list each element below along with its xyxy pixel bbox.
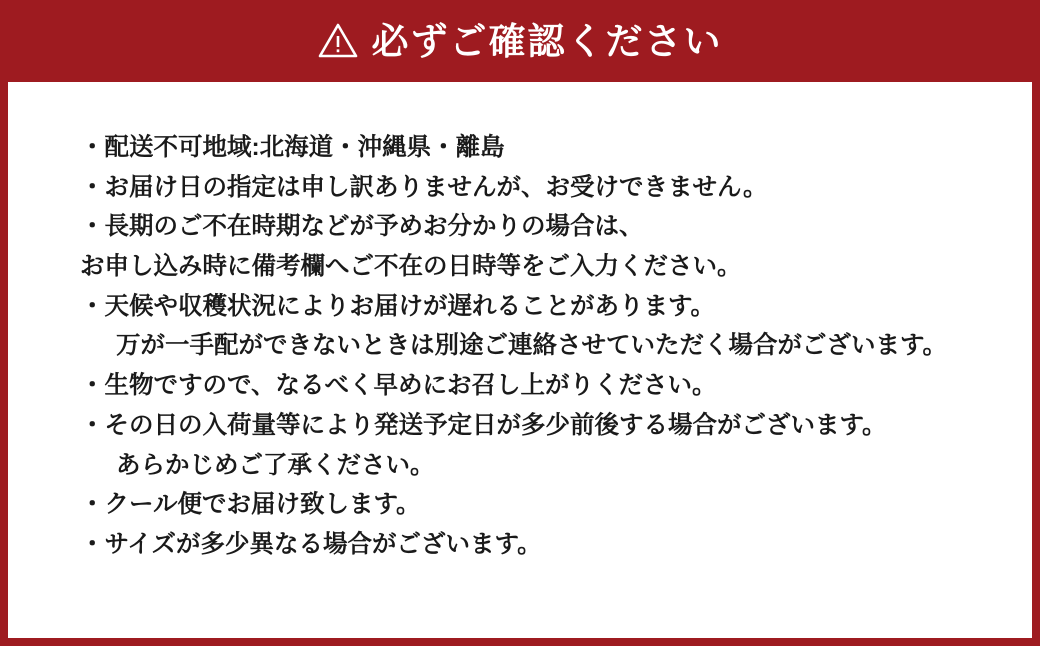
notice-body [8,82,1032,638]
list-item: ・天候や収穫状況によりお届けが遅れることがあります。 [80,292,716,320]
notice-list [38,128,1002,565]
page-title: 必ずご確認ください [371,20,723,62]
list-item: お申し込み時に備考欄へご不在の日時等をご入力ください。 [80,253,742,281]
list-item: ・お届け日の指定は申し訳ありませんが、お受けできません。 [80,173,768,201]
list-item: ・生物ですので、なるべく早めにお召し上がりください。 [80,372,717,400]
list-item: 万が一手配ができないときは別途ご連絡させていただく場合がございます。 [116,332,948,360]
list-item: ・配送不可地域:北海道・沖縄県・離島 [80,134,505,161]
list-item: ・長期のご不在時期などが予めお分かりの場合は、 [80,213,644,241]
notice-header [0,0,1040,82]
list-item: ・サイズが多少異なる場合がございます。 [80,530,542,558]
list-item: ・その日の入荷量等により発送予定日が多少前後する場合がございます。 [80,411,887,439]
warning-triangle-icon [318,21,358,61]
list-item: ・クール便でお届け致します。 [80,491,421,519]
list-item: あらかじめご了承ください。 [116,451,435,479]
